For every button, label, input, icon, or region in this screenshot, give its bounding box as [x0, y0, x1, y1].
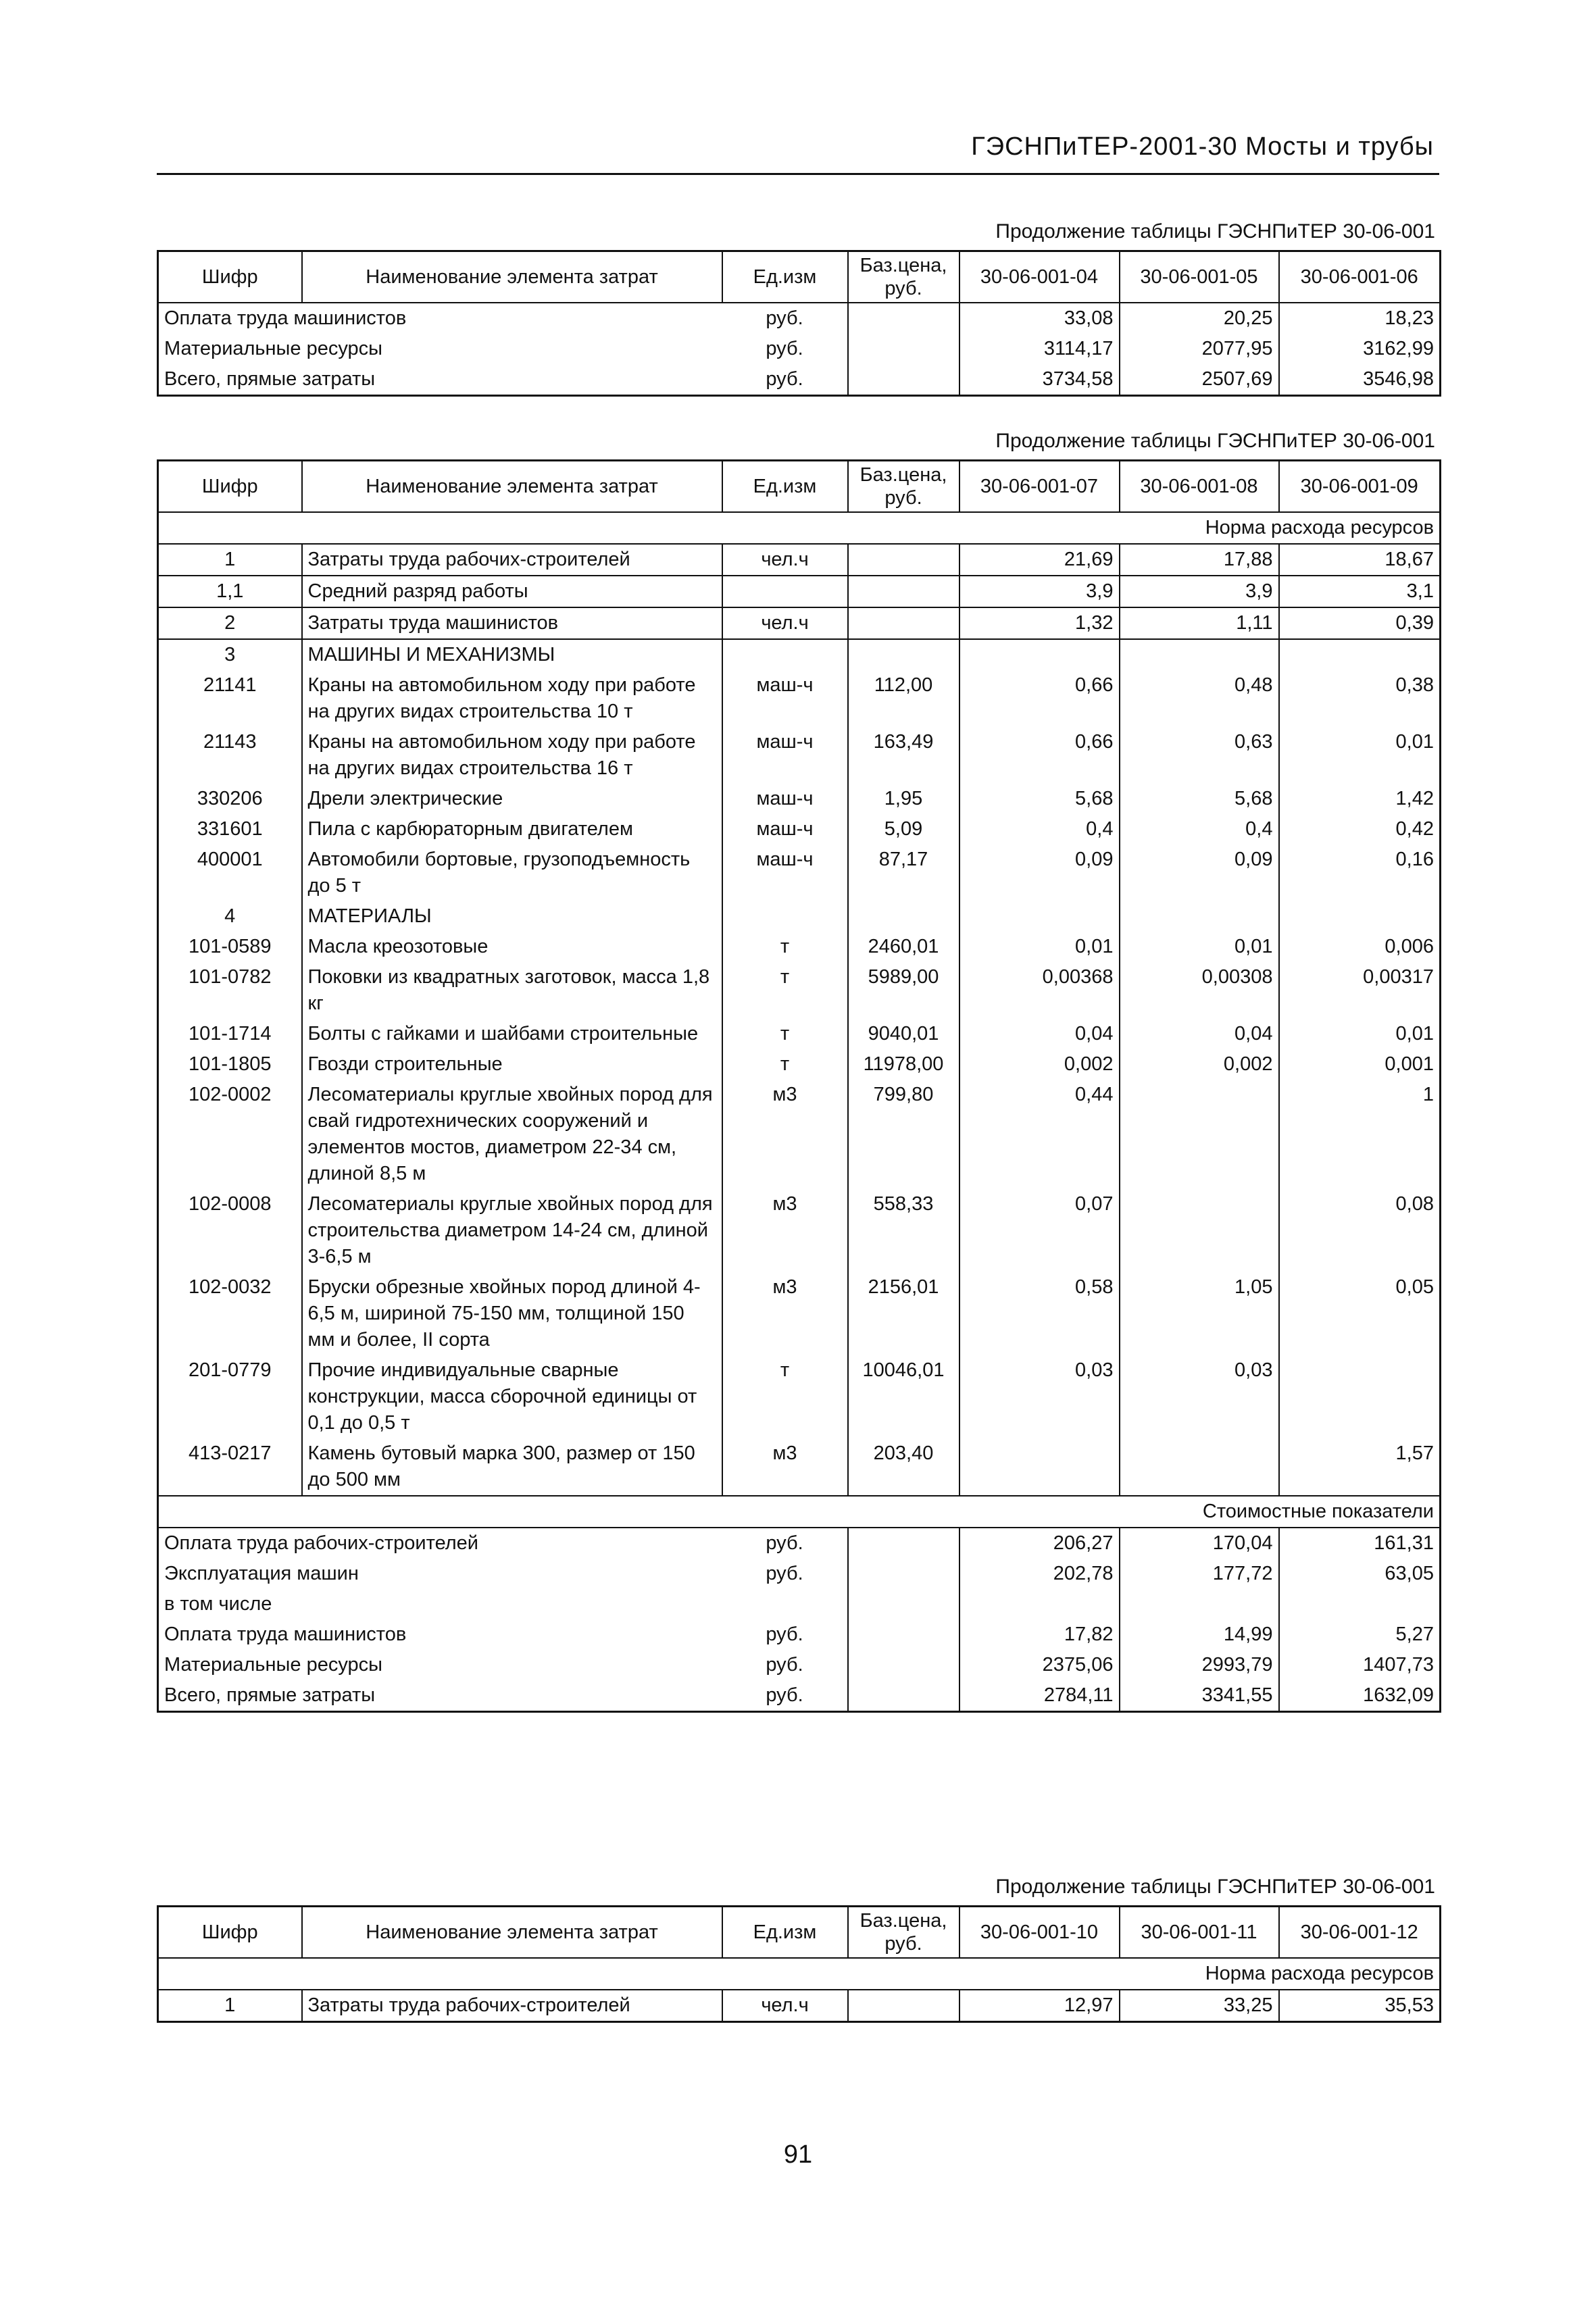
- col-code-header: Шифр: [158, 251, 302, 303]
- row-value: 2375,06: [959, 1650, 1120, 1680]
- resource-code: 1: [224, 1994, 236, 2016]
- col-name-header: Наименование элемента затрат: [302, 461, 722, 513]
- table2-caption: Продолжение таблицы ГЭСНПиТЕР 30-06-001: [995, 430, 1435, 452]
- row-label: Всего, прямые затраты: [164, 1684, 376, 1706]
- resource-value: 0,03: [1120, 1355, 1279, 1438]
- resource-row: [158, 1438, 1441, 1496]
- norm-header-row: [158, 512, 1441, 544]
- resource-price: [848, 1990, 959, 2022]
- resource-value: 3,1: [1279, 576, 1441, 607]
- resource-name: Лесоматериалы круглые хвойных пород для свай гидротехнических сооружений и элементов мостов, диаметром 22-34 см, длиной 8,5 м: [302, 1080, 722, 1189]
- resource-value: 0,09: [1120, 845, 1279, 901]
- table2: [157, 459, 1441, 1713]
- row-value: 14,99: [1120, 1619, 1279, 1650]
- resource-value: 0,16: [1279, 845, 1441, 901]
- col-price-header: Баз.цена, руб.: [848, 461, 959, 513]
- table1-body: [158, 303, 1441, 396]
- resource-value: 0,39: [1279, 607, 1441, 639]
- resource-unit: т: [780, 1053, 790, 1075]
- resource-unit: м3: [772, 1442, 797, 1464]
- row-label: Оплата труда машинистов: [164, 307, 407, 329]
- resource-value: 0,63: [1120, 727, 1279, 784]
- resource-value: [959, 639, 1120, 670]
- resource-value: 3,9: [959, 576, 1120, 607]
- resource-row: [158, 814, 1441, 845]
- resource-name: Пила с карбюраторным двигателем: [302, 814, 722, 845]
- resource-price: 558,33: [848, 1189, 959, 1272]
- row-value: 1407,73: [1279, 1650, 1441, 1680]
- row-label: Материальные ресурсы: [164, 338, 382, 359]
- norm-header-row: [158, 1958, 1441, 1990]
- resource-value: 0,66: [959, 670, 1120, 727]
- row-price: [848, 1589, 959, 1619]
- col-code-2: 30-06-001-05: [1120, 251, 1279, 303]
- resource-name: Бруски обрезные хвойных пород длиной 4-6,5 м, шириной 75-150 мм, толщиной 150 мм и более, II сорта: [302, 1272, 722, 1355]
- resource-row: [158, 727, 1441, 784]
- resource-unit: т: [780, 1359, 790, 1381]
- resource-code: 3: [224, 644, 236, 665]
- resource-name: Болты с гайками и шайбами строительные: [302, 1019, 722, 1049]
- resource-value: 0,03: [959, 1355, 1120, 1438]
- col-code-header: Шифр: [158, 461, 302, 513]
- row-value: 17,82: [959, 1619, 1120, 1650]
- resource-unit: маш-ч: [756, 788, 814, 809]
- row-unit: руб.: [766, 1532, 803, 1554]
- row-value: 3734,58: [959, 364, 1120, 396]
- row-price: [848, 1528, 959, 1559]
- row-unit: руб.: [766, 338, 803, 359]
- resource-value: 1,32: [959, 607, 1120, 639]
- resource-value: 0,01: [959, 932, 1120, 962]
- resource-price: 11978,00: [848, 1049, 959, 1080]
- summary-row: [158, 1589, 1441, 1619]
- resource-unit: т: [780, 1023, 790, 1045]
- row-unit: [722, 1589, 848, 1619]
- resource-unit: чел.ч: [722, 544, 848, 576]
- resource-price: 87,17: [848, 845, 959, 901]
- row-value: 170,04: [1120, 1528, 1279, 1559]
- resource-code: 101-1714: [188, 1023, 272, 1045]
- table3: [157, 1905, 1441, 2023]
- resource-value: 0,001: [1279, 1049, 1441, 1080]
- resource-value: 0,01: [1279, 727, 1441, 784]
- row-value: 206,27: [959, 1528, 1120, 1559]
- resource-name: Затраты труда рабочих-строителей: [302, 544, 722, 576]
- resource-value: [1120, 901, 1279, 932]
- resource-price: 5,09: [848, 814, 959, 845]
- resource-value: [1279, 639, 1441, 670]
- resource-code: 1,1: [158, 576, 302, 607]
- summary-row: [158, 1559, 1441, 1589]
- resource-row: [158, 639, 1441, 670]
- row-label: Материальные ресурсы: [164, 1654, 382, 1676]
- resource-code: 101-1805: [188, 1053, 272, 1075]
- resource-code: 4: [224, 905, 236, 927]
- col-code-1: 30-06-001-07: [959, 461, 1120, 513]
- resource-value: [1120, 639, 1279, 670]
- resource-row: [158, 544, 1441, 576]
- resource-price: [848, 901, 959, 932]
- row-unit: руб.: [766, 1563, 803, 1584]
- resource-row: [158, 1080, 1441, 1189]
- resource-value: 1,05: [1120, 1272, 1279, 1355]
- row-price: [848, 303, 959, 334]
- resource-value: 0,04: [1120, 1019, 1279, 1049]
- col-code-3: 30-06-001-12: [1279, 1907, 1441, 1959]
- summary-row: [158, 1650, 1441, 1680]
- resource-value: 0,00308: [1120, 962, 1279, 1019]
- resource-value: 0,38: [1279, 670, 1441, 727]
- resource-price: [848, 607, 959, 639]
- row-unit: руб.: [766, 1624, 803, 1645]
- row-price: [848, 334, 959, 364]
- resource-name: Краны на автомобильном ходу при работе на других видах строительства 16 т: [302, 727, 722, 784]
- resource-value: 12,97: [959, 1990, 1120, 2022]
- resource-value: [1279, 901, 1441, 932]
- resource-value: 0,66: [959, 727, 1120, 784]
- row-price: [848, 1680, 959, 1712]
- resource-unit: т: [780, 966, 790, 988]
- resource-name: Средний разряд работы: [302, 576, 722, 607]
- resource-value: [1279, 1355, 1441, 1438]
- row-value: 2784,11: [959, 1680, 1120, 1712]
- resource-name: Масла креозотовые: [302, 932, 722, 962]
- summary-row: [158, 1528, 1441, 1559]
- resource-code: 201-0779: [188, 1359, 272, 1381]
- resource-row: [158, 845, 1441, 901]
- row-value: 1632,09: [1279, 1680, 1441, 1712]
- resource-value: 0,006: [1279, 932, 1441, 962]
- row-value: 3114,17: [959, 334, 1120, 364]
- norm-header-row: [158, 1496, 1441, 1528]
- resource-value: 0,01: [1279, 1019, 1441, 1049]
- col-name-header: Наименование элемента затрат: [302, 251, 722, 303]
- table1-caption: Продолжение таблицы ГЭСНПиТЕР 30-06-001: [995, 220, 1435, 243]
- resource-price: [848, 544, 959, 576]
- resource-value: 0,04: [959, 1019, 1120, 1049]
- resource-price: 163,49: [848, 727, 959, 784]
- row-value: 3341,55: [1120, 1680, 1279, 1712]
- resource-name: Дрели электрические: [302, 784, 722, 814]
- row-label: Всего, прямые затраты: [164, 368, 376, 390]
- resource-name: Камень бутовый марка 300, размер от 150 до 500 мм: [302, 1438, 722, 1496]
- row-price: [848, 1650, 959, 1680]
- row-unit: руб.: [766, 1654, 803, 1676]
- resource-price: 10046,01: [848, 1355, 959, 1438]
- norm-label: Стоимостные показатели: [158, 1496, 1441, 1528]
- col-unit-header: Ед.изм: [722, 1907, 848, 1959]
- resource-row: [158, 1355, 1441, 1438]
- row-value: 202,78: [959, 1559, 1120, 1589]
- resource-row: [158, 901, 1441, 932]
- resource-unit: т: [780, 936, 790, 957]
- col-code-3: 30-06-001-06: [1279, 251, 1441, 303]
- resource-name: Гвозди строительные: [302, 1049, 722, 1080]
- col-price-header: Баз.цена, руб.: [848, 251, 959, 303]
- col-code-3: 30-06-001-09: [1279, 461, 1441, 513]
- page-number: 91: [783, 2140, 813, 2169]
- row-label: Оплата труда машинистов: [164, 1624, 407, 1645]
- resource-unit: м3: [772, 1084, 797, 1105]
- resource-value: 1: [1279, 1080, 1441, 1189]
- resource-price: 5989,00: [848, 962, 959, 1019]
- resource-value: 33,25: [1120, 1990, 1279, 2022]
- col-unit-header: Ед.изм: [722, 251, 848, 303]
- resource-name: Автомобили бортовые, грузоподъемность до 5 т: [302, 845, 722, 901]
- resource-value: [1120, 1080, 1279, 1189]
- resource-value: 0,002: [959, 1049, 1120, 1080]
- resource-row: [158, 1189, 1441, 1272]
- resource-price: 2460,01: [848, 932, 959, 962]
- resource-row: [158, 1049, 1441, 1080]
- resource-row: [158, 784, 1441, 814]
- resource-value: 1,42: [1279, 784, 1441, 814]
- summary-row: [158, 1680, 1441, 1712]
- resource-row: [158, 1019, 1441, 1049]
- row-value: 161,31: [1279, 1528, 1441, 1559]
- table1: [157, 250, 1441, 397]
- summary-row: [158, 303, 1441, 334]
- resource-price: 112,00: [848, 670, 959, 727]
- resource-code: 21141: [203, 674, 257, 696]
- resource-price: [848, 639, 959, 670]
- resource-name: Поковки из квадратных заготовок, масса 1,8 кг: [302, 962, 722, 1019]
- resource-value: 3,9: [1120, 576, 1279, 607]
- row-value: 63,05: [1279, 1559, 1441, 1589]
- resource-value: 0,01: [1120, 932, 1279, 962]
- col-code-1: 30-06-001-04: [959, 251, 1120, 303]
- resource-value: 5,68: [959, 784, 1120, 814]
- summary-row: [158, 364, 1441, 396]
- table3-body: [158, 1958, 1441, 2022]
- row-value: 3162,99: [1279, 334, 1441, 364]
- resource-unit: [722, 576, 848, 607]
- resource-unit: маш-ч: [756, 818, 814, 840]
- summary-row: [158, 1619, 1441, 1650]
- row-price: [848, 364, 959, 396]
- resource-unit: [722, 639, 848, 670]
- row-unit: руб.: [766, 1684, 803, 1706]
- row-value: [959, 1589, 1120, 1619]
- resource-code: 413-0217: [188, 1442, 272, 1464]
- row-value: 177,72: [1120, 1559, 1279, 1589]
- resource-unit: чел.ч: [761, 1994, 809, 2016]
- resource-value: 5,68: [1120, 784, 1279, 814]
- resource-code: 1: [158, 544, 302, 576]
- resource-row: [158, 670, 1441, 727]
- resource-price: 2156,01: [848, 1272, 959, 1355]
- resource-price: 9040,01: [848, 1019, 959, 1049]
- resource-name: Прочие индивидуальные сварные конструкции, масса сборочной единицы от 0,1 до 0,5 т: [302, 1355, 722, 1438]
- resource-code: 102-0008: [188, 1193, 272, 1215]
- resource-unit: маш-ч: [756, 849, 814, 870]
- resource-price: 799,80: [848, 1080, 959, 1189]
- resource-value: 0,4: [959, 814, 1120, 845]
- resource-value: 0,48: [1120, 670, 1279, 727]
- resource-row: [158, 962, 1441, 1019]
- resource-value: [959, 1438, 1120, 1496]
- table2-body: [158, 512, 1441, 1712]
- row-price: [848, 1619, 959, 1650]
- col-name-header: Наименование элемента затрат: [302, 1907, 722, 1959]
- resource-unit: маш-ч: [756, 674, 814, 696]
- resource-value: 17,88: [1120, 544, 1279, 576]
- row-label: Эксплуатация машин: [164, 1563, 359, 1584]
- norm-label: Норма расхода ресурсов: [158, 512, 1441, 544]
- resource-price: 1,95: [848, 784, 959, 814]
- resource-name: МАТЕРИАЛЫ: [302, 901, 722, 932]
- resource-unit: маш-ч: [756, 731, 814, 753]
- resource-value: 35,53: [1279, 1990, 1441, 2022]
- resource-value: 1,57: [1279, 1438, 1441, 1496]
- resource-value: 0,00368: [959, 962, 1120, 1019]
- resource-name: Лесоматериалы круглые хвойных пород для строительства диаметром 14-24 см, длиной 3-6,5 м: [302, 1189, 722, 1272]
- resource-name: МАШИНЫ И МЕХАНИЗМЫ: [302, 639, 722, 670]
- resource-value: 0,58: [959, 1272, 1120, 1355]
- row-value: 20,25: [1120, 303, 1279, 334]
- row-value: [1120, 1589, 1279, 1619]
- resource-row: [158, 1990, 1441, 2022]
- resource-value: 0,4: [1120, 814, 1279, 845]
- resource-row: [158, 1272, 1441, 1355]
- row-value: 18,23: [1279, 303, 1441, 334]
- resource-unit: м3: [772, 1193, 797, 1215]
- resource-value: 0,07: [959, 1189, 1120, 1272]
- resource-value: 18,67: [1279, 544, 1441, 576]
- row-unit: руб.: [766, 368, 803, 390]
- row-value: 2077,95: [1120, 334, 1279, 364]
- row-label: Оплата труда рабочих-строителей: [164, 1532, 478, 1554]
- resource-value: 0,44: [959, 1080, 1120, 1189]
- resource-name: Затраты труда машинистов: [302, 607, 722, 639]
- resource-row: [158, 607, 1441, 639]
- resource-code: 102-0032: [188, 1276, 272, 1298]
- row-label: в том числе: [164, 1593, 272, 1615]
- resource-value: 0,05: [1279, 1272, 1441, 1355]
- col-code-1: 30-06-001-10: [959, 1907, 1120, 1959]
- row-unit: руб.: [766, 307, 803, 329]
- resource-code: 400001: [197, 849, 263, 870]
- resource-unit: чел.ч: [722, 607, 848, 639]
- resource-code: 2: [158, 607, 302, 639]
- row-value: [1279, 1589, 1441, 1619]
- row-value: 33,08: [959, 303, 1120, 334]
- resource-row: [158, 576, 1441, 607]
- row-value: 2993,79: [1120, 1650, 1279, 1680]
- col-price-header: Баз.цена, руб.: [848, 1907, 959, 1959]
- resource-code: 101-0782: [188, 966, 272, 988]
- resource-name: Затраты труда рабочих-строителей: [302, 1990, 722, 2022]
- summary-row: [158, 334, 1441, 364]
- header-rule: [157, 173, 1439, 175]
- resource-code: 21143: [203, 731, 257, 753]
- col-unit-header: Ед.изм: [722, 461, 848, 513]
- row-price: [848, 1559, 959, 1589]
- row-value: 3546,98: [1279, 364, 1441, 396]
- resource-unit: [722, 901, 848, 932]
- resource-value: 21,69: [959, 544, 1120, 576]
- resource-value: 0,09: [959, 845, 1120, 901]
- resource-value: 1,11: [1120, 607, 1279, 639]
- resource-unit: м3: [772, 1276, 797, 1298]
- resource-code: 101-0589: [188, 936, 272, 957]
- col-code-header: Шифр: [158, 1907, 302, 1959]
- resource-code: 102-0002: [188, 1084, 272, 1105]
- page-header: ГЭСНПиТЕР-2001-30 Мосты и трубы: [971, 132, 1434, 161]
- resource-code: 330206: [197, 788, 263, 809]
- resource-value: 0,00317: [1279, 962, 1441, 1019]
- col-code-2: 30-06-001-11: [1120, 1907, 1279, 1959]
- row-value: 2507,69: [1120, 364, 1279, 396]
- resource-row: [158, 932, 1441, 962]
- resource-price: 203,40: [848, 1438, 959, 1496]
- norm-label: Норма расхода ресурсов: [158, 1958, 1441, 1990]
- table3-caption: Продолжение таблицы ГЭСНПиТЕР 30-06-001: [995, 1876, 1435, 1898]
- resource-value: [959, 901, 1120, 932]
- resource-value: 0,42: [1279, 814, 1441, 845]
- resource-name: Краны на автомобильном ходу при работе на других видах строительства 10 т: [302, 670, 722, 727]
- resource-value: [1120, 1189, 1279, 1272]
- resource-code: 331601: [197, 818, 263, 840]
- resource-value: [1120, 1438, 1279, 1496]
- resource-value: 0,002: [1120, 1049, 1279, 1080]
- col-code-2: 30-06-001-08: [1120, 461, 1279, 513]
- resource-value: 0,08: [1279, 1189, 1441, 1272]
- row-value: 5,27: [1279, 1619, 1441, 1650]
- resource-price: [848, 576, 959, 607]
